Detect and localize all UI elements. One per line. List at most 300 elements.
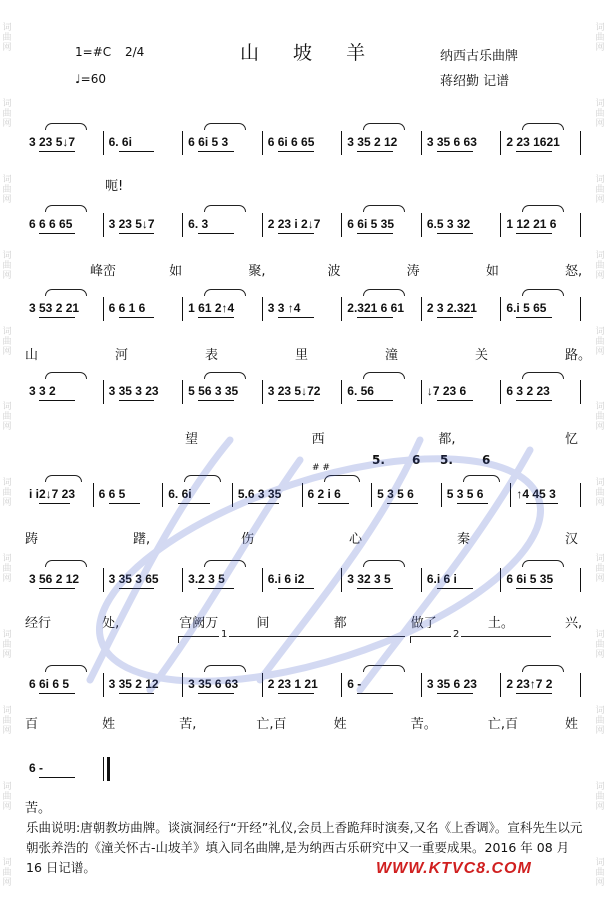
watermark-group: [2, 99, 11, 129]
lyric-word: 潼: [385, 348, 399, 363]
slur: [184, 475, 221, 482]
beam-underline: [198, 151, 234, 152]
beam-underline: [437, 693, 473, 694]
beam-underline: [39, 151, 75, 152]
lyric-word: 宫阙万: [179, 616, 219, 631]
barline: [182, 131, 183, 155]
barline: [500, 131, 501, 155]
lyric-word: 土。: [487, 616, 514, 631]
lyric-word: 西: [311, 432, 325, 447]
slur: [363, 560, 405, 567]
barline: [182, 297, 183, 321]
beam-underline: [198, 400, 234, 401]
watermark-group: [2, 706, 11, 736]
beam-underline: [198, 693, 234, 694]
watermark-group: [2, 402, 11, 432]
source-label: 纳西古乐曲牌: [440, 49, 519, 64]
measure: 2 23 1 21: [267, 677, 318, 691]
notation-system: [25, 213, 582, 247]
slur: [45, 475, 82, 482]
barline: [421, 673, 422, 697]
watermark-char: 曲: [595, 867, 605, 878]
lyric-word: 如: [169, 264, 183, 279]
slur: [522, 372, 564, 379]
watermark-char: 词: [595, 782, 605, 793]
watermark-char: 词: [2, 250, 12, 261]
watermark-char: 网: [2, 346, 12, 357]
barline: [103, 673, 104, 697]
barline: [580, 297, 581, 321]
barline: [162, 483, 163, 507]
lyric-word: 汉: [565, 532, 579, 547]
watermark-char: 网: [595, 422, 605, 433]
barline: [302, 483, 303, 507]
lyric-word: 都: [333, 616, 347, 631]
watermark-char: 网: [595, 346, 605, 357]
beam-underline: [357, 588, 393, 589]
lyric-word: 涛: [406, 264, 420, 279]
watermark-char: 网: [2, 118, 12, 129]
barline: [341, 673, 342, 697]
measure: 6 6i 6 5: [29, 677, 70, 691]
watermark-char: 网: [595, 498, 605, 509]
beam-underline: [39, 233, 75, 234]
beam-underline: [39, 400, 75, 401]
watermark-group: [595, 99, 604, 129]
slur: [463, 475, 500, 482]
watermark-char: 曲: [595, 488, 605, 499]
slur: [204, 289, 246, 296]
measure: 3 32 3 5: [347, 572, 391, 586]
measure: i i2↓7 23: [29, 487, 76, 501]
lyric-word: 做了: [410, 616, 437, 631]
watermark-group: [2, 478, 11, 508]
measure: 3 35 2 12: [347, 135, 398, 149]
slur: [522, 289, 564, 296]
watermark-char: 曲: [595, 108, 605, 119]
barline: [421, 131, 422, 155]
lyric-word: 躇,: [133, 532, 151, 547]
lyric-word: 亡,百: [487, 717, 518, 732]
watermark-char: 网: [595, 118, 605, 129]
song-title: 山 坡 羊: [240, 42, 380, 64]
measure: 6.i 5 65: [506, 301, 547, 315]
lyric-word: 关: [475, 348, 489, 363]
watermark-char: 网: [595, 650, 605, 661]
watermark-group: [2, 251, 11, 281]
watermark-group: [595, 175, 604, 205]
notation-system: [25, 380, 582, 414]
notation-system: [25, 297, 582, 331]
barline: [441, 483, 442, 507]
watermark-char: 曲: [595, 792, 605, 803]
watermark-char: 词: [595, 326, 605, 337]
lyric-word: 呃!: [105, 179, 124, 194]
watermark-char: 网: [2, 498, 12, 509]
measure: 5 56 3 35: [188, 384, 239, 398]
lyric-word: 姓: [565, 717, 579, 732]
beam-underline: [526, 503, 557, 504]
beam-underline: [357, 317, 393, 318]
notation-system: [25, 568, 582, 602]
watermark-char: 曲: [2, 564, 12, 575]
measure: 5 3 5 6: [446, 487, 484, 501]
beam-underline: [119, 317, 155, 318]
watermark-char: 曲: [595, 716, 605, 727]
watermark-group: [2, 23, 11, 53]
barline: [103, 297, 104, 321]
lyric-line: [25, 175, 585, 195]
barline: [421, 297, 422, 321]
watermark-char: 词: [595, 98, 605, 109]
lyric-word: 亡,百: [256, 717, 287, 732]
lyric-word: 姓: [333, 717, 347, 732]
slur: [204, 205, 246, 212]
barline: [500, 213, 501, 237]
barline: [341, 568, 342, 592]
lyric-word: 伤: [241, 532, 255, 547]
barline: [500, 297, 501, 321]
measure: 3 3 2: [29, 384, 56, 398]
barline: [510, 483, 511, 507]
beam-underline: [39, 777, 75, 778]
measure: 6. 3: [188, 217, 209, 231]
barline: [182, 213, 183, 237]
measure: 2 23↑7 2: [506, 677, 553, 691]
watermark-char: 词: [595, 857, 605, 868]
measure: 6 6 6 65: [29, 217, 73, 231]
lyric-word: 波: [327, 264, 341, 279]
measure: 6 6 5: [98, 487, 126, 501]
barline: [262, 297, 263, 321]
watermark-char: 网: [2, 42, 12, 53]
watermark-char: 词: [595, 402, 605, 413]
watermark-group: [595, 402, 604, 432]
watermark-char: 词: [2, 98, 12, 109]
measure: 6.i 6 i: [426, 572, 457, 586]
slur: [363, 205, 405, 212]
beam-underline: [437, 588, 473, 589]
measure: 6 6i 5 3: [188, 135, 229, 149]
measure: 3 35 3 65: [108, 572, 159, 586]
measure: 6 -: [29, 761, 44, 775]
measure: 6.i 6 i2: [267, 572, 305, 586]
slur: [204, 560, 246, 567]
measure: 6 2 i 6: [307, 487, 341, 501]
beam-underline: [119, 588, 155, 589]
tempo-mark: ♩=60: [75, 72, 106, 86]
beam-underline: [516, 317, 552, 318]
barline: [262, 673, 263, 697]
beam-underline: [278, 693, 314, 694]
site-url[interactable]: WWW.KTVC8.COM: [376, 860, 532, 877]
measure: 5.6 3 35: [237, 487, 282, 501]
watermark-char: 词: [2, 326, 12, 337]
beam-underline: [198, 233, 234, 234]
beam-underline: [457, 503, 488, 504]
measure: 3 23 5↓7: [29, 135, 76, 149]
barline: [103, 757, 104, 781]
beam-underline: [357, 151, 393, 152]
lyric-word: 峰峦: [90, 264, 117, 279]
beam-underline: [318, 503, 349, 504]
watermark-char: 网: [595, 574, 605, 585]
measure: 3 35 6 63: [188, 677, 239, 691]
barline: [580, 131, 581, 155]
lyric-word: 苦,: [179, 717, 197, 732]
beam-underline: [119, 693, 155, 694]
beam-underline: [516, 693, 552, 694]
notation-system: [25, 673, 582, 707]
beam-underline: [437, 233, 473, 234]
watermark-char: 词: [595, 706, 605, 717]
watermark-char: 词: [2, 630, 12, 641]
watermark-char: 曲: [2, 336, 12, 347]
beam-underline: [278, 233, 314, 234]
notation-system: [25, 483, 582, 517]
volta-bracket-2: [410, 629, 551, 643]
beam-underline: [278, 400, 314, 401]
beam-underline: [39, 588, 75, 589]
volta-2-label: 2: [453, 629, 460, 640]
beam-underline: [278, 588, 314, 589]
barline: [182, 380, 183, 404]
watermark-char: 网: [2, 574, 12, 585]
watermark-char: 网: [595, 877, 605, 888]
watermark-char: 网: [2, 802, 12, 813]
lyric-word: 姓: [102, 717, 116, 732]
measure: 3 23 5↓7: [108, 217, 155, 231]
watermark-char: 词: [2, 857, 12, 868]
key-signature: 1=#C: [75, 45, 112, 59]
watermark-group: [2, 327, 11, 357]
barline: [421, 213, 422, 237]
watermark-char: 曲: [595, 260, 605, 271]
side-watermark-right: [593, 0, 607, 911]
barline: [580, 380, 581, 404]
measure: 6. 56: [347, 384, 374, 398]
watermark-char: 词: [2, 174, 12, 185]
measure: 5 3 5 6: [377, 487, 414, 501]
beam-underline: [39, 503, 70, 504]
measure: 3.2 3 5: [188, 572, 225, 586]
slur: [45, 372, 87, 379]
watermark-char: 曲: [2, 640, 12, 651]
measure: 3 23 5↓72: [267, 384, 321, 398]
watermark-char: 曲: [2, 184, 12, 195]
watermark-char: 曲: [595, 412, 605, 423]
slur: [363, 123, 405, 130]
watermark-char: 词: [2, 554, 12, 565]
lyric-word: 心: [349, 532, 363, 547]
slur: [363, 289, 405, 296]
watermark-char: 词: [2, 706, 12, 717]
lyric-word: 苦。: [410, 717, 437, 732]
watermark-char: 网: [595, 726, 605, 737]
watermark-char: 词: [595, 554, 605, 565]
lyric-word: 百: [25, 717, 39, 732]
watermark-char: 曲: [2, 867, 12, 878]
barline: [262, 131, 263, 155]
measure: 3 3 ↑4: [267, 301, 301, 315]
watermark-group: [595, 706, 604, 736]
lyric-word: 表: [205, 348, 219, 363]
measure: 6 6i 6 65: [267, 135, 315, 149]
beam-underline: [119, 233, 155, 234]
watermark-group: [2, 554, 11, 584]
watermark-char: 曲: [595, 32, 605, 43]
watermark-char: 网: [595, 42, 605, 53]
lyric-line: [25, 260, 585, 280]
lyric-line: [25, 344, 592, 364]
barline: [262, 213, 263, 237]
transcriber-label: 蒋绍勤 记谱: [440, 74, 510, 89]
measure: 6. 6i: [168, 487, 192, 501]
barline: [500, 568, 501, 592]
slur: [522, 560, 564, 567]
beam-underline: [357, 400, 393, 401]
beam-underline: [516, 151, 552, 152]
slur: [522, 205, 564, 212]
final-barline: [107, 757, 110, 781]
barline: [341, 131, 342, 155]
watermark-group: [2, 858, 11, 888]
slur: [324, 475, 361, 482]
beam-underline: [278, 151, 314, 152]
watermark-group: [2, 630, 11, 660]
barline: [371, 483, 372, 507]
lyric-word: 秦: [457, 532, 471, 547]
measure: 3 56 2 12: [29, 572, 80, 586]
beam-underline: [39, 693, 75, 694]
lyric-line: [25, 797, 585, 817]
slur: [45, 205, 87, 212]
lyric-word: 处,: [102, 616, 120, 631]
lyric-word: 都,: [438, 432, 456, 447]
beam-underline: [39, 317, 75, 318]
time-signature: 2/4: [125, 45, 145, 59]
lyric-word: 踌: [25, 532, 39, 547]
beam-underline: [387, 503, 418, 504]
watermark-char: 网: [2, 726, 12, 737]
lyric-word: 忆: [565, 432, 579, 447]
measure: 1 61 2↑4: [188, 301, 235, 315]
slur: [522, 665, 564, 672]
watermark-char: 曲: [2, 260, 12, 271]
measure: 3 53 2 21: [29, 301, 80, 315]
watermark-char: 网: [2, 877, 12, 888]
barline: [341, 297, 342, 321]
watermark-char: 网: [2, 422, 12, 433]
slur: [45, 665, 87, 672]
watermark-char: 曲: [595, 336, 605, 347]
watermark-char: 词: [2, 478, 12, 489]
lyric-word: 望: [185, 432, 199, 447]
lyric-word: 聚,: [248, 264, 266, 279]
barline: [103, 131, 104, 155]
lyric-word: 怒,: [565, 264, 583, 279]
measure: ↓7 23 6: [426, 384, 467, 398]
measure: 6 6 1 6: [108, 301, 146, 315]
beam-underline: [357, 233, 393, 234]
barline: [262, 568, 263, 592]
watermark-char: 曲: [2, 412, 12, 423]
barline: [580, 483, 581, 507]
watermark-group: [595, 251, 604, 281]
sharp-marks: # #: [312, 463, 330, 473]
watermark-group: [595, 23, 604, 53]
watermark-group: [595, 478, 604, 508]
watermark-group: [595, 554, 604, 584]
measure: 2.321 6 61: [347, 301, 404, 315]
barline: [182, 673, 183, 697]
measure: 2 23 i 2↓7: [267, 217, 321, 231]
beam-underline: [278, 317, 314, 318]
barline: [93, 483, 94, 507]
lyric-word: 如: [485, 264, 499, 279]
measure: ↑4 45 3: [516, 487, 556, 501]
lyric-word: 山: [25, 348, 39, 363]
barline: [182, 568, 183, 592]
beam-underline: [357, 693, 393, 694]
beam-underline: [516, 588, 552, 589]
barline: [262, 380, 263, 404]
watermark-group: [595, 858, 604, 888]
beam-underline: [248, 503, 279, 504]
barline: [341, 213, 342, 237]
measure: 6 6i 5 35: [506, 572, 554, 586]
watermark-char: 网: [2, 650, 12, 661]
slur: [45, 289, 87, 296]
watermark-char: 曲: [595, 564, 605, 575]
alt-note-2: 6: [412, 453, 421, 467]
lyric-word: 路。: [565, 348, 592, 363]
music-explanation: 乐曲说明:唐朝教坊曲牌。谈演洞经行“开经”礼仪,会员上香跪拜时演奏,又名《上香调》。宣科先生以元朝张养浩的《潼关怀古-山坡羊》填入同名曲牌,是为纳西古乐研究中又一重要成果。2016 年 08 月 16 日记谱。: [26, 820, 583, 875]
lyric-line: [25, 713, 585, 733]
measure: 6 3 2 23: [506, 384, 550, 398]
watermark-group: [2, 782, 11, 812]
measure: 2 3 2.321: [426, 301, 477, 315]
watermark-group: [595, 782, 604, 812]
measure: 6 6i 5 35: [347, 217, 394, 231]
watermark-char: 网: [2, 194, 12, 205]
measure: 3 35 3 23: [108, 384, 159, 398]
lyric-word: 经行: [25, 616, 52, 631]
slur: [45, 560, 87, 567]
barline: [580, 213, 581, 237]
barline: [500, 380, 501, 404]
alt-note-3: 5.: [440, 453, 453, 467]
beam-underline: [437, 151, 473, 152]
watermark-group: [2, 175, 11, 205]
measure: 3 35 6 63: [426, 135, 477, 149]
lyric-word: 河: [115, 348, 129, 363]
barline: [103, 380, 104, 404]
watermark-char: 曲: [2, 716, 12, 727]
measure: 6.5 3 32: [426, 217, 471, 231]
measure: 1 12 21 6: [506, 217, 557, 231]
measure: 6 -: [347, 677, 362, 691]
watermark-group: [595, 327, 604, 357]
beam-underline: [119, 151, 155, 152]
barline: [103, 568, 104, 592]
alt-note-4: 6: [482, 453, 491, 467]
watermark-char: 曲: [2, 488, 12, 499]
beam-underline: [178, 503, 209, 504]
slur: [45, 123, 87, 130]
notation-system: [25, 131, 582, 165]
slur: [204, 123, 246, 130]
